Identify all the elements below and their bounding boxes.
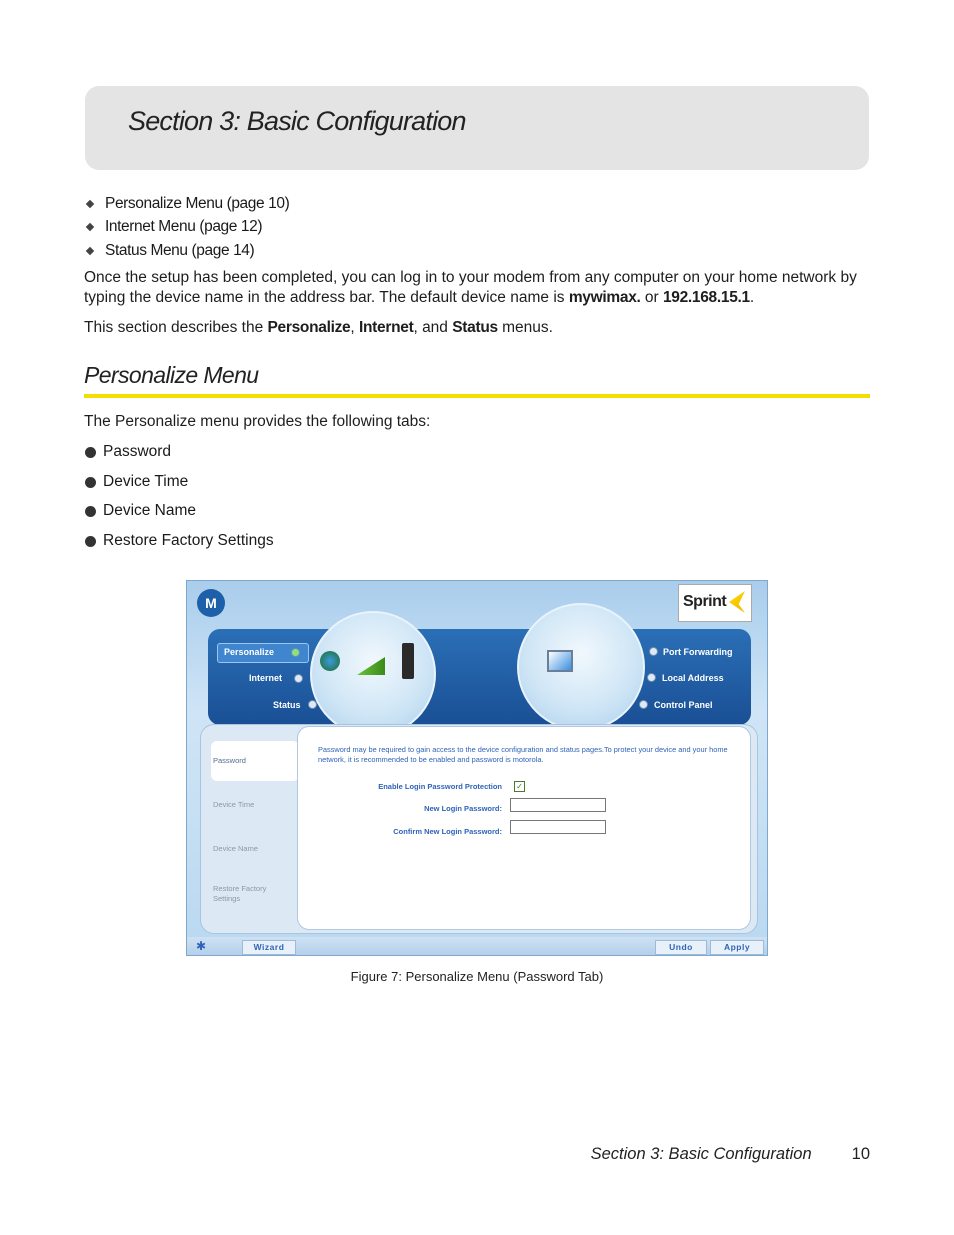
- password-info-text: Password may be required to gain access to the device configuration and status pages.To protect your device and your home network, it is recommended to be enabled and password is motorola.: [318, 745, 728, 764]
- tabs-intro: The Personalize menu provides the following tabs:: [84, 413, 431, 430]
- password-content: [297, 726, 751, 930]
- page-number: 10: [851, 1145, 870, 1163]
- diamond-bullet-icon: [86, 223, 94, 231]
- signal-bars-icon: [357, 657, 385, 675]
- new-password-label: New Login Password:: [424, 804, 502, 813]
- motorola-logo-icon: M: [197, 589, 225, 617]
- bullet-icon: [85, 477, 96, 488]
- describes-paragraph: This section describes the Personalize, Internet, and Status menus.: [84, 319, 553, 336]
- personalize-menu-heading: Personalize Menu: [84, 362, 259, 388]
- figure-caption: Figure 7: Personalize Menu (Password Tab): [350, 969, 604, 984]
- globe-icon: [320, 651, 340, 671]
- nav-dot-icon: [291, 648, 300, 657]
- bullet-icon: [85, 506, 96, 517]
- tabs-list: [84, 443, 274, 561]
- section-contents: [85, 192, 289, 263]
- confirm-password-input[interactable]: [510, 820, 606, 834]
- enable-password-checkbox[interactable]: ✓: [514, 781, 525, 792]
- nav-local-address[interactable]: Local Address: [662, 673, 724, 683]
- tab-device-name[interactable]: Device Name: [213, 844, 259, 853]
- nav-dot-icon: [647, 673, 656, 682]
- list-item: Password: [84, 443, 274, 473]
- sprint-logo: Sprint: [678, 584, 752, 622]
- nav-control-panel[interactable]: Control Panel: [654, 700, 713, 710]
- apply-button[interactable]: Apply: [710, 940, 764, 955]
- page-footer: [591, 1145, 870, 1164]
- figure-screenshot: [186, 580, 768, 956]
- section-title: Section 3: Basic Configuration: [128, 106, 466, 136]
- toc-item: Internet Menu (page 12): [85, 216, 289, 240]
- nav-dot-icon: [639, 700, 648, 709]
- undo-button[interactable]: Undo: [655, 940, 707, 955]
- tab-password[interactable]: Password: [213, 756, 246, 765]
- diamond-bullet-icon: [86, 200, 94, 208]
- modem-icon: [402, 643, 414, 679]
- nav-dot-icon: [294, 674, 303, 683]
- bullet-icon: [85, 447, 96, 458]
- toc-item: Personalize Menu (page 10): [85, 192, 289, 216]
- gear-icon[interactable]: ✱: [195, 939, 207, 953]
- footer-title: Section 3: Basic Configuration: [590, 1145, 812, 1163]
- tab-restore-factory[interactable]: Restore Factory Settings: [213, 884, 267, 903]
- nav-personalize[interactable]: Personalize: [224, 647, 275, 657]
- nav-internet[interactable]: Internet: [249, 673, 283, 683]
- new-password-input[interactable]: [510, 798, 606, 812]
- bottom-toolbar: [187, 937, 767, 955]
- enable-password-label: Enable Login Password Protection: [378, 782, 502, 791]
- diamond-bullet-icon: [86, 247, 94, 255]
- nav-dot-icon: [308, 700, 317, 709]
- list-item: Restore Factory Settings: [84, 532, 274, 562]
- bullet-icon: [85, 536, 96, 547]
- computer-bubble: [517, 603, 645, 731]
- section-header-box: [85, 86, 869, 170]
- toc-item: Status Menu (page 14): [85, 239, 289, 263]
- nav-dot-icon: [649, 647, 658, 656]
- list-item: Device Name: [84, 502, 274, 532]
- wizard-button[interactable]: Wizard: [242, 940, 296, 955]
- intro-paragraph: Once the setup has been completed, you can log in to your modem from any computer on your home network by typing the device name in the address bar. The default device name is mywimax. or 192.168.15.1.: [84, 269, 857, 306]
- heading-underline: [84, 394, 870, 398]
- computer-icon: [547, 650, 573, 672]
- confirm-password-label: Confirm New Login Password:: [393, 827, 502, 836]
- nav-port-forwarding[interactable]: Port Forwarding: [663, 647, 733, 657]
- nav-status[interactable]: Status: [273, 700, 301, 710]
- tab-device-time[interactable]: Device Time: [213, 800, 255, 809]
- sprint-wing-icon: [729, 591, 745, 613]
- list-item: Device Time: [84, 473, 274, 503]
- devices-bubble: [310, 611, 436, 737]
